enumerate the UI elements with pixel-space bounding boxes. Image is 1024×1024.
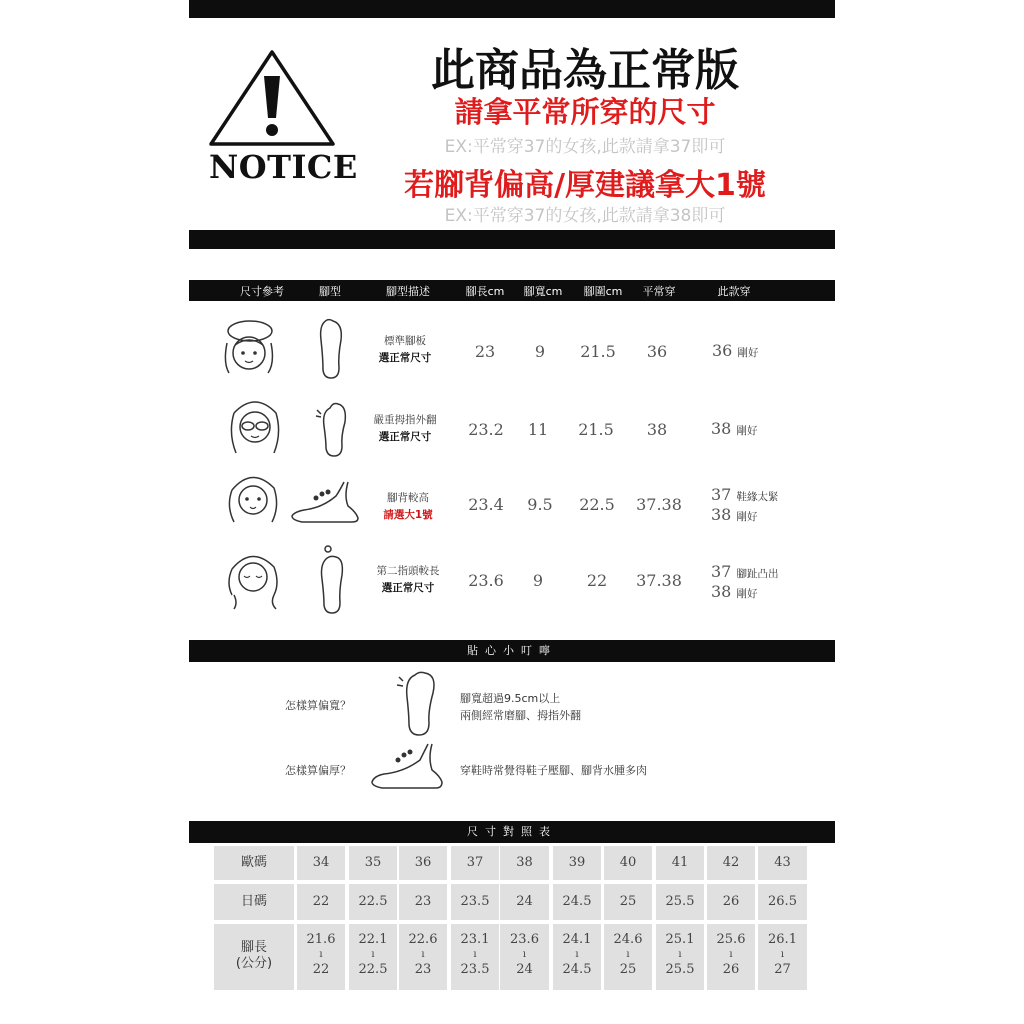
row-length: 23 — [474, 342, 496, 361]
tip-thick-answer: 穿鞋時常覺得鞋子壓腳、腳背水腫多肉 — [460, 764, 647, 777]
size-cell: 41 — [656, 846, 704, 880]
size-cell: 40 — [604, 846, 652, 880]
notice-example-2: EX:平常穿37的女孩,此款請拿38即可 — [444, 206, 726, 226]
tip-wide-answer: 腳寬超過9.5cm以上 兩側經常磨腳、拇指外翻 — [460, 692, 581, 722]
size-cell: 38 — [500, 846, 549, 880]
foot-long-toe-icon — [312, 545, 350, 615]
row-width: 9 — [534, 342, 546, 361]
size-chart-title: 尺寸對照表 — [189, 821, 835, 843]
row-fit: 38 剛好 — [711, 419, 758, 438]
size-cell: 26.1 ı 27 — [758, 924, 807, 990]
row-usual: 38 — [646, 420, 668, 439]
notice-bottom-bar — [189, 230, 835, 249]
header-foot-girth: 腳圍cm — [583, 285, 623, 298]
header-usual-size: 平常穿 — [642, 285, 676, 298]
size-cell: 22 — [297, 884, 345, 920]
size-cell: 43 — [758, 846, 807, 880]
notice-example-1: EX:平常穿37的女孩,此款請拿37即可 — [444, 137, 726, 157]
warning-icon — [205, 46, 340, 151]
row-length: 23.2 — [468, 420, 504, 439]
row-fit: 37 鞋緣太緊 38 剛好 — [711, 485, 779, 524]
size-cell: 25.6 ı 26 — [707, 924, 755, 990]
size-cell: 21.6 ı 22 — [297, 924, 345, 990]
size-row-label: 腳長 (公分) — [214, 924, 294, 990]
row-usual: 36 — [646, 342, 668, 361]
size-cell: 39 — [553, 846, 601, 880]
row-length: 23.4 — [468, 495, 504, 514]
row-girth: 21.5 — [580, 342, 616, 361]
size-row-label: 日碼 — [214, 884, 294, 920]
row-girth: 22 — [586, 571, 608, 590]
row-desc: 標準腳板 選正常尺寸 — [378, 335, 432, 364]
size-cell: 22.6 ı 23 — [399, 924, 447, 990]
row-fit: 37 腳趾凸出 38 剛好 — [711, 562, 779, 601]
foot-thick-icon — [368, 740, 448, 792]
row-width: 11 — [527, 420, 549, 439]
size-cell: 24.1 ı 24.5 — [553, 924, 601, 990]
row-desc: 腳背較高 請選大1號 — [383, 492, 433, 521]
size-cell: 23.5 — [451, 884, 499, 920]
foot-wide-icon — [393, 667, 445, 737]
header-foot-length: 腳長cm — [465, 285, 505, 298]
size-cell: 34 — [297, 846, 345, 880]
tip-thick-question: 怎樣算偏厚？ — [285, 764, 351, 777]
girl-avatar-icon — [213, 313, 283, 383]
header-this-size: 此款穿 — [717, 285, 751, 298]
row-girth: 22.5 — [579, 495, 615, 514]
size-cell: 24 — [500, 884, 549, 920]
row-girth: 21.5 — [578, 420, 614, 439]
size-cell: 24.6 ı 25 — [604, 924, 652, 990]
size-cell: 26.5 — [758, 884, 807, 920]
row-fit: 36 剛好 — [712, 341, 759, 360]
tip-wide-question: 怎樣算偏寬？ — [285, 699, 351, 712]
size-cell: 23.1 ı 23.5 — [451, 924, 499, 990]
size-cell: 23.6 ı 24 — [500, 924, 549, 990]
tips-title: 貼心小叮嚀 — [189, 640, 835, 662]
size-cell: 26 — [707, 884, 755, 920]
girl-blush-avatar-icon — [222, 466, 284, 528]
girl-glasses-avatar-icon — [222, 393, 288, 459]
row-width: 9.5 — [527, 495, 553, 514]
header-foot-width: 腳寬cm — [523, 285, 563, 298]
foot-standard-icon — [313, 318, 347, 380]
row-desc: 嚴重拇指外翻 選正常尺寸 — [373, 414, 437, 443]
notice-advice: 若腳背偏高/厚建議拿大1號 — [404, 168, 766, 203]
row-desc: 第二指頭較長 選正常尺寸 — [376, 565, 440, 594]
size-cell: 25.5 — [656, 884, 704, 920]
size-cell: 25.1 ı 25.5 — [656, 924, 704, 990]
size-row-label: 歐碼 — [214, 846, 294, 880]
row-length: 23.6 — [468, 571, 504, 590]
size-cell: 23 — [399, 884, 447, 920]
size-cell: 25 — [604, 884, 652, 920]
foot-bunion-icon — [312, 396, 354, 458]
size-cell: 36 — [399, 846, 447, 880]
size-cell: 37 — [451, 846, 499, 880]
header-size-ref: 尺寸參考 — [240, 285, 284, 298]
top-bar — [189, 0, 835, 18]
notice-label: NOTICE — [209, 148, 358, 186]
header-foot-desc: 腳型描述 — [386, 285, 430, 298]
size-cell: 24.5 — [553, 884, 601, 920]
row-width: 9 — [532, 571, 544, 590]
size-cell: 22.1 ı 22.5 — [349, 924, 397, 990]
size-cell: 22.5 — [349, 884, 397, 920]
notice-subtitle: 請拿平常所穿的尺寸 — [454, 95, 716, 129]
girl-braids-avatar-icon — [220, 545, 288, 613]
size-cell: 35 — [349, 846, 397, 880]
fit-table-header — [189, 280, 835, 301]
notice-title: 此商品為正常版 — [431, 45, 739, 96]
header-foot-type: 腳型 — [319, 285, 341, 298]
row-usual: 37.38 — [636, 571, 682, 590]
row-usual: 37.38 — [636, 495, 682, 514]
foot-high-instep-icon — [288, 478, 363, 526]
size-cell: 42 — [707, 846, 755, 880]
